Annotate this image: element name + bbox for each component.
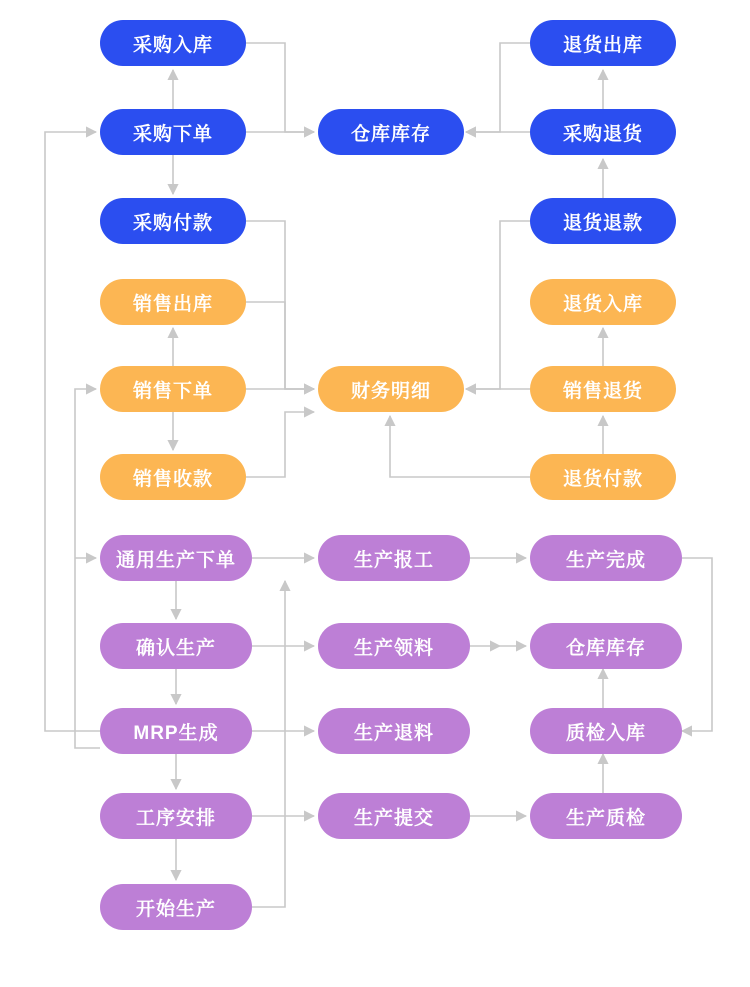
node-label: 仓库库存 [565, 637, 646, 659]
node-label: 通用生产下单 [115, 549, 236, 571]
node-label: 仓库库存 [350, 123, 431, 145]
node-label: 采购付款 [132, 212, 213, 234]
node-mrp-generate[interactable] [100, 708, 252, 754]
node-label: 退货退款 [562, 212, 643, 234]
node-production-complete[interactable] [530, 535, 682, 581]
node-purchase-return[interactable] [530, 109, 676, 155]
node-label: 确认生产 [135, 637, 216, 659]
node-label: 销售退货 [562, 380, 643, 402]
node-return-payment[interactable] [530, 454, 676, 500]
node-production-report[interactable] [318, 535, 470, 581]
node-sales-outbound[interactable] [100, 279, 246, 325]
node-general-production-order[interactable] [100, 535, 252, 581]
node-label: 生产提交 [353, 807, 434, 829]
node-label: 生产完成 [565, 549, 646, 571]
node-return-outbound[interactable] [530, 20, 676, 66]
node-warehouse-inventory-top[interactable] [318, 109, 464, 155]
node-return-inbound[interactable] [530, 279, 676, 325]
node-warehouse-inventory-production[interactable] [530, 623, 682, 669]
node-purchase-payment[interactable] [100, 198, 246, 244]
node-label: 采购下单 [132, 123, 213, 145]
node-label: 生产领料 [353, 637, 434, 659]
node-production-picking[interactable] [318, 623, 470, 669]
node-start-production[interactable] [100, 884, 252, 930]
node-return-refund[interactable] [530, 198, 676, 244]
node-label: 采购退货 [562, 123, 643, 145]
node-process-scheduling[interactable] [100, 793, 252, 839]
node-purchase-inbound[interactable] [100, 20, 246, 66]
node-production-material-return[interactable] [318, 708, 470, 754]
node-label: 质检入库 [565, 722, 646, 744]
node-label: 退货入库 [562, 293, 643, 315]
node-label: 采购入库 [132, 34, 213, 56]
node-sales-order[interactable] [100, 366, 246, 412]
node-confirm-production[interactable] [100, 623, 252, 669]
node-label: 生产质检 [565, 807, 646, 829]
node-production-submit[interactable] [318, 793, 470, 839]
node-label: 退货付款 [562, 468, 643, 490]
node-label: 生产报工 [353, 549, 434, 571]
node-label: 销售收款 [132, 468, 213, 490]
node-label: 工序安排 [135, 807, 216, 829]
node-label: 财务明细 [350, 380, 431, 402]
node-label: 生产退料 [353, 722, 434, 744]
node-qc-inbound[interactable] [530, 708, 682, 754]
node-label: 开始生产 [135, 898, 216, 920]
node-label: MRP生成 [133, 722, 219, 744]
node-production-qc[interactable] [530, 793, 682, 839]
node-finance-detail[interactable] [318, 366, 464, 412]
node-label: 销售出库 [132, 293, 213, 315]
node-sales-receipt[interactable] [100, 454, 246, 500]
node-sales-return[interactable] [530, 366, 676, 412]
node-label: 销售下单 [132, 380, 213, 402]
node-purchase-order[interactable] [100, 109, 246, 155]
node-label: 退货出库 [562, 34, 643, 56]
